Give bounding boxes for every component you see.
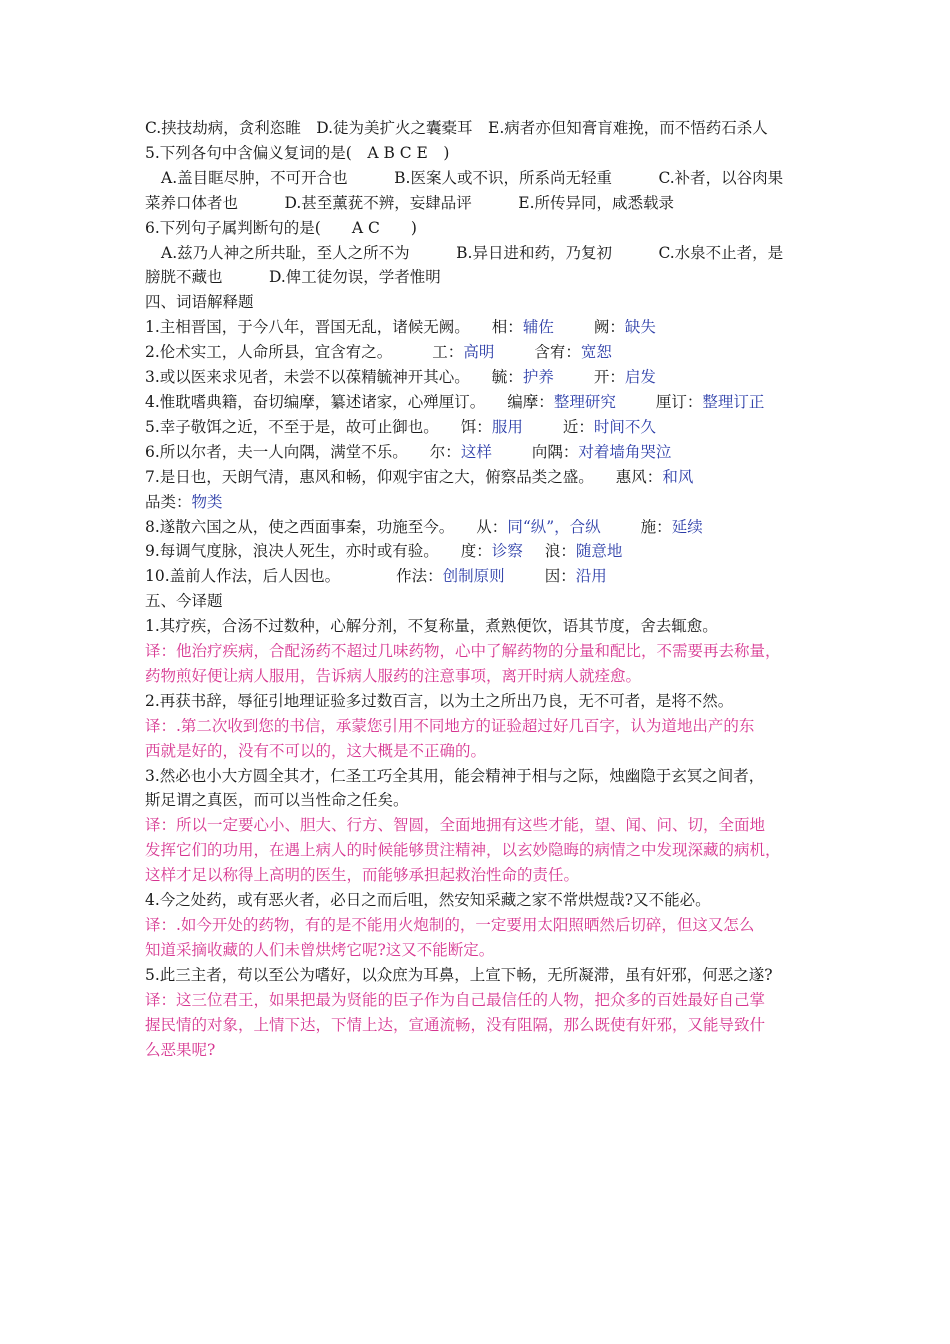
vocab-item: [145, 415, 810, 440]
vocab-word: 编摩：: [507, 392, 554, 411]
vocab-answer: 整理订正: [702, 392, 765, 411]
vocab-word: 浪：: [544, 542, 576, 561]
vocab-word: 饵：: [460, 417, 492, 436]
vocab-item: [145, 340, 810, 365]
vocab-word: 从：: [476, 517, 508, 536]
translation-question: 3.然必也小大方圆全其才，仁圣工巧全其用，能会精神于相与之际，烛幽隐于玄冥之间者，: [145, 766, 765, 785]
vocab-item: [145, 440, 810, 465]
translation-answer: 译：.如今开处的药物，有的是不能用火炮制的，一定要用太阳照晒然后切碎，但这又怎么: [145, 916, 755, 934]
vocab-answer: 这样: [460, 442, 492, 461]
translation-answer: 么恶果呢?: [145, 1040, 216, 1059]
q6-question: 6.下列句子属判断句的是( A C ): [145, 218, 417, 237]
translation-answer: 发挥它们的功用，在遇上病人的时候能够贯注精神，以玄妙隐晦的病情之中发现深藏的病机，: [145, 841, 781, 860]
vocab-question: 6.所以尔者，夫一人向隅，满堂不乐。: [145, 442, 408, 461]
vocab-word: 开：: [593, 368, 625, 387]
vocab-item-7-cont: [145, 490, 810, 515]
section-heading-word-explanation: 四、词语解释题: [145, 293, 254, 312]
vocab-answer: 创制原则: [442, 567, 505, 586]
q5-question: 5.下列各句中含偏义复词的是( A B C E ): [145, 143, 450, 162]
translation-answer: 译：他治疗疾病，合配汤药不超过几味药物，心中了解药物的分量和配比，不需要再去称量，: [145, 642, 781, 661]
vocab-word: 施：: [640, 517, 672, 536]
vocab-word: 惠风：: [615, 467, 663, 486]
q6-options-line2: 膀胱不藏也 D.俾工徒勿误，学者惟明: [145, 268, 441, 287]
vocab-item: [145, 315, 810, 340]
vocab-answer: 启发: [624, 368, 656, 387]
section-heading-translation: 五、今译题: [145, 592, 223, 611]
vocab-item: [145, 564, 810, 589]
vocab-answer: 辅佐: [522, 318, 554, 337]
vocab-answer: 延续: [671, 517, 703, 536]
translation-question: 1.其疗疾，合汤不过数种，心解分剂，不复称量，煮熟便饮，语其节度，舍去辄愈。: [145, 617, 718, 636]
translation-answer: 译：这三位君王，如果把最为贤能的臣子作为自己最信任的人物，把众多的百姓最好自己掌: [145, 990, 766, 1009]
translation-answer: 这样才足以称得上高明的医生，而能够承担起救治性命的责任。: [145, 866, 580, 885]
vocab-word: 尔：: [429, 442, 461, 461]
vocab-question: 10.盖前人作法，后人因也。: [145, 567, 341, 586]
translation-question: 5.此三主者，苟以至公为嗜好，以众庶为耳鼻，上宣下畅，无所凝滞，虽有奸邪，何恶之遂?: [145, 965, 773, 984]
vocab-question: 3.或以医来求见者，未尝不以葆精毓神开其心。: [145, 368, 470, 387]
vocab-word: 工：: [432, 343, 464, 362]
vocab-answer: 宽恕: [580, 343, 612, 362]
vocab-answer: 沿用: [575, 567, 607, 586]
vocab-item: [145, 390, 810, 415]
translation-answer: 译：.第二次收到您的书信，承蒙您引用不同地方的证验超过好几百字，认为道地出产的东: [145, 716, 755, 735]
translation-answer: 知道采摘收藏的人们未曾烘烤它呢?这又不能断定。: [145, 940, 495, 959]
vocab-answer: 时间不久: [593, 417, 656, 436]
vocab-word: 含宥：: [534, 343, 581, 362]
vocab-word: 阙：: [593, 318, 625, 337]
vocab-item: [145, 515, 810, 540]
vocab-question: 8.遂散六国之从，使之西面事秦，功施至今。: [145, 517, 455, 536]
vocab-word: 相：: [491, 318, 523, 337]
vocab-question: 4.惟耽嗜典籍，奋切编摩，纂述诸家，心殚厘订。: [145, 392, 486, 411]
q4-options: C.挟技劫病，贪利恣睢 D.徒为美扩火之囊橐耳 E.病者亦但知膏肓难挽，而不悟药石杀人: [145, 119, 768, 137]
vocab-word: 作法：: [396, 567, 443, 586]
vocab-word: 厘订：: [655, 392, 703, 411]
vocab-answer: 缺失: [624, 318, 656, 337]
vocab-answer: 整理研究: [553, 392, 616, 411]
vocab-item: [145, 539, 810, 564]
vocab-word: 毓：: [491, 368, 523, 387]
vocab-answer: 护养: [522, 368, 554, 387]
q5-options-line2: 菜养口体者也 D.甚至薰莸不辨，妄肆品评 E.所传异同，咸悉载录: [145, 193, 675, 212]
translation-answer: 西就是好的，没有不可以的，这大概是不正确的。: [145, 741, 487, 760]
vocab-answer: 服用: [491, 417, 523, 436]
translation-question: 斯足谓之真医，而可以当性命之任矣。: [145, 791, 409, 810]
document-content: [145, 116, 810, 1062]
vocab-word: 度：: [460, 542, 492, 561]
q6-options-line1: A.兹乃人神之所共耻，至人之所不为 B.异日进和药，乃复初 C.水泉不止者，是: [161, 243, 784, 262]
vocab-question: 9.每调气度脉，浪决人死生，亦时或有验。: [145, 542, 439, 561]
vocab-answer: 诊察: [491, 542, 523, 561]
q5-options-line1: A.盖目眶尽肿，不可开合也 B.医案人或不识，所系尚无轻重 C.补者，以谷肉果: [161, 168, 784, 187]
vocab-answer: 高明: [463, 343, 495, 362]
vocab-answer: 和风: [662, 467, 694, 486]
vocab-answer: 物类: [191, 492, 223, 511]
vocab-question: 1.主相晋国，于今八年，晋国无乱，诸候无阙。: [145, 318, 470, 337]
vocab-question: 2.伦术实工，人命所县，宜含宥之。: [145, 343, 393, 362]
vocab-question: 5.幸子敬饵之近，不至于是，故可止御也。: [145, 417, 439, 436]
vocab-word: 品类：: [145, 492, 192, 511]
vocab-answer: 随意地: [575, 542, 623, 561]
vocab-item-7: [145, 465, 810, 490]
vocab-item: [145, 365, 810, 390]
vocab-word: 因：: [544, 567, 576, 586]
translation-question: 2.再获书辞，辱征引地理证验多过数百言，以为土之所出乃良，无不可者，是将不然。: [145, 691, 734, 710]
translation-answer: 译：所以一定要心小、胆大、行方、智圆，全面地拥有这些才能，望、闻、问、切，全面地: [145, 816, 766, 835]
translation-answer: 握民情的对象，上情下达，下情上达，宣通流畅，没有阻隔，那么既使有奸邪，又能导致什: [145, 1015, 766, 1034]
vocab-answer: 同“纵”，合纵: [507, 517, 601, 536]
translation-question: 4.今之处药，或有恶火者，必日之而后咀，然安知采藏之家不常烘煜哉?又不能必。: [145, 891, 711, 910]
translation-answer: 药物煎好便让病人服用，告诉病人服药的注意事项，离开时病人就痊愈。: [145, 666, 642, 685]
vocab-word: 近：: [562, 417, 594, 436]
vocab-answer: 对着墙角哭泣: [578, 442, 672, 461]
vocab-question: 7.是日也，天朗气清，惠风和畅，仰观宇宙之大，俯察品类之盛。: [145, 467, 594, 486]
vocab-word: 向隅：: [531, 442, 579, 461]
